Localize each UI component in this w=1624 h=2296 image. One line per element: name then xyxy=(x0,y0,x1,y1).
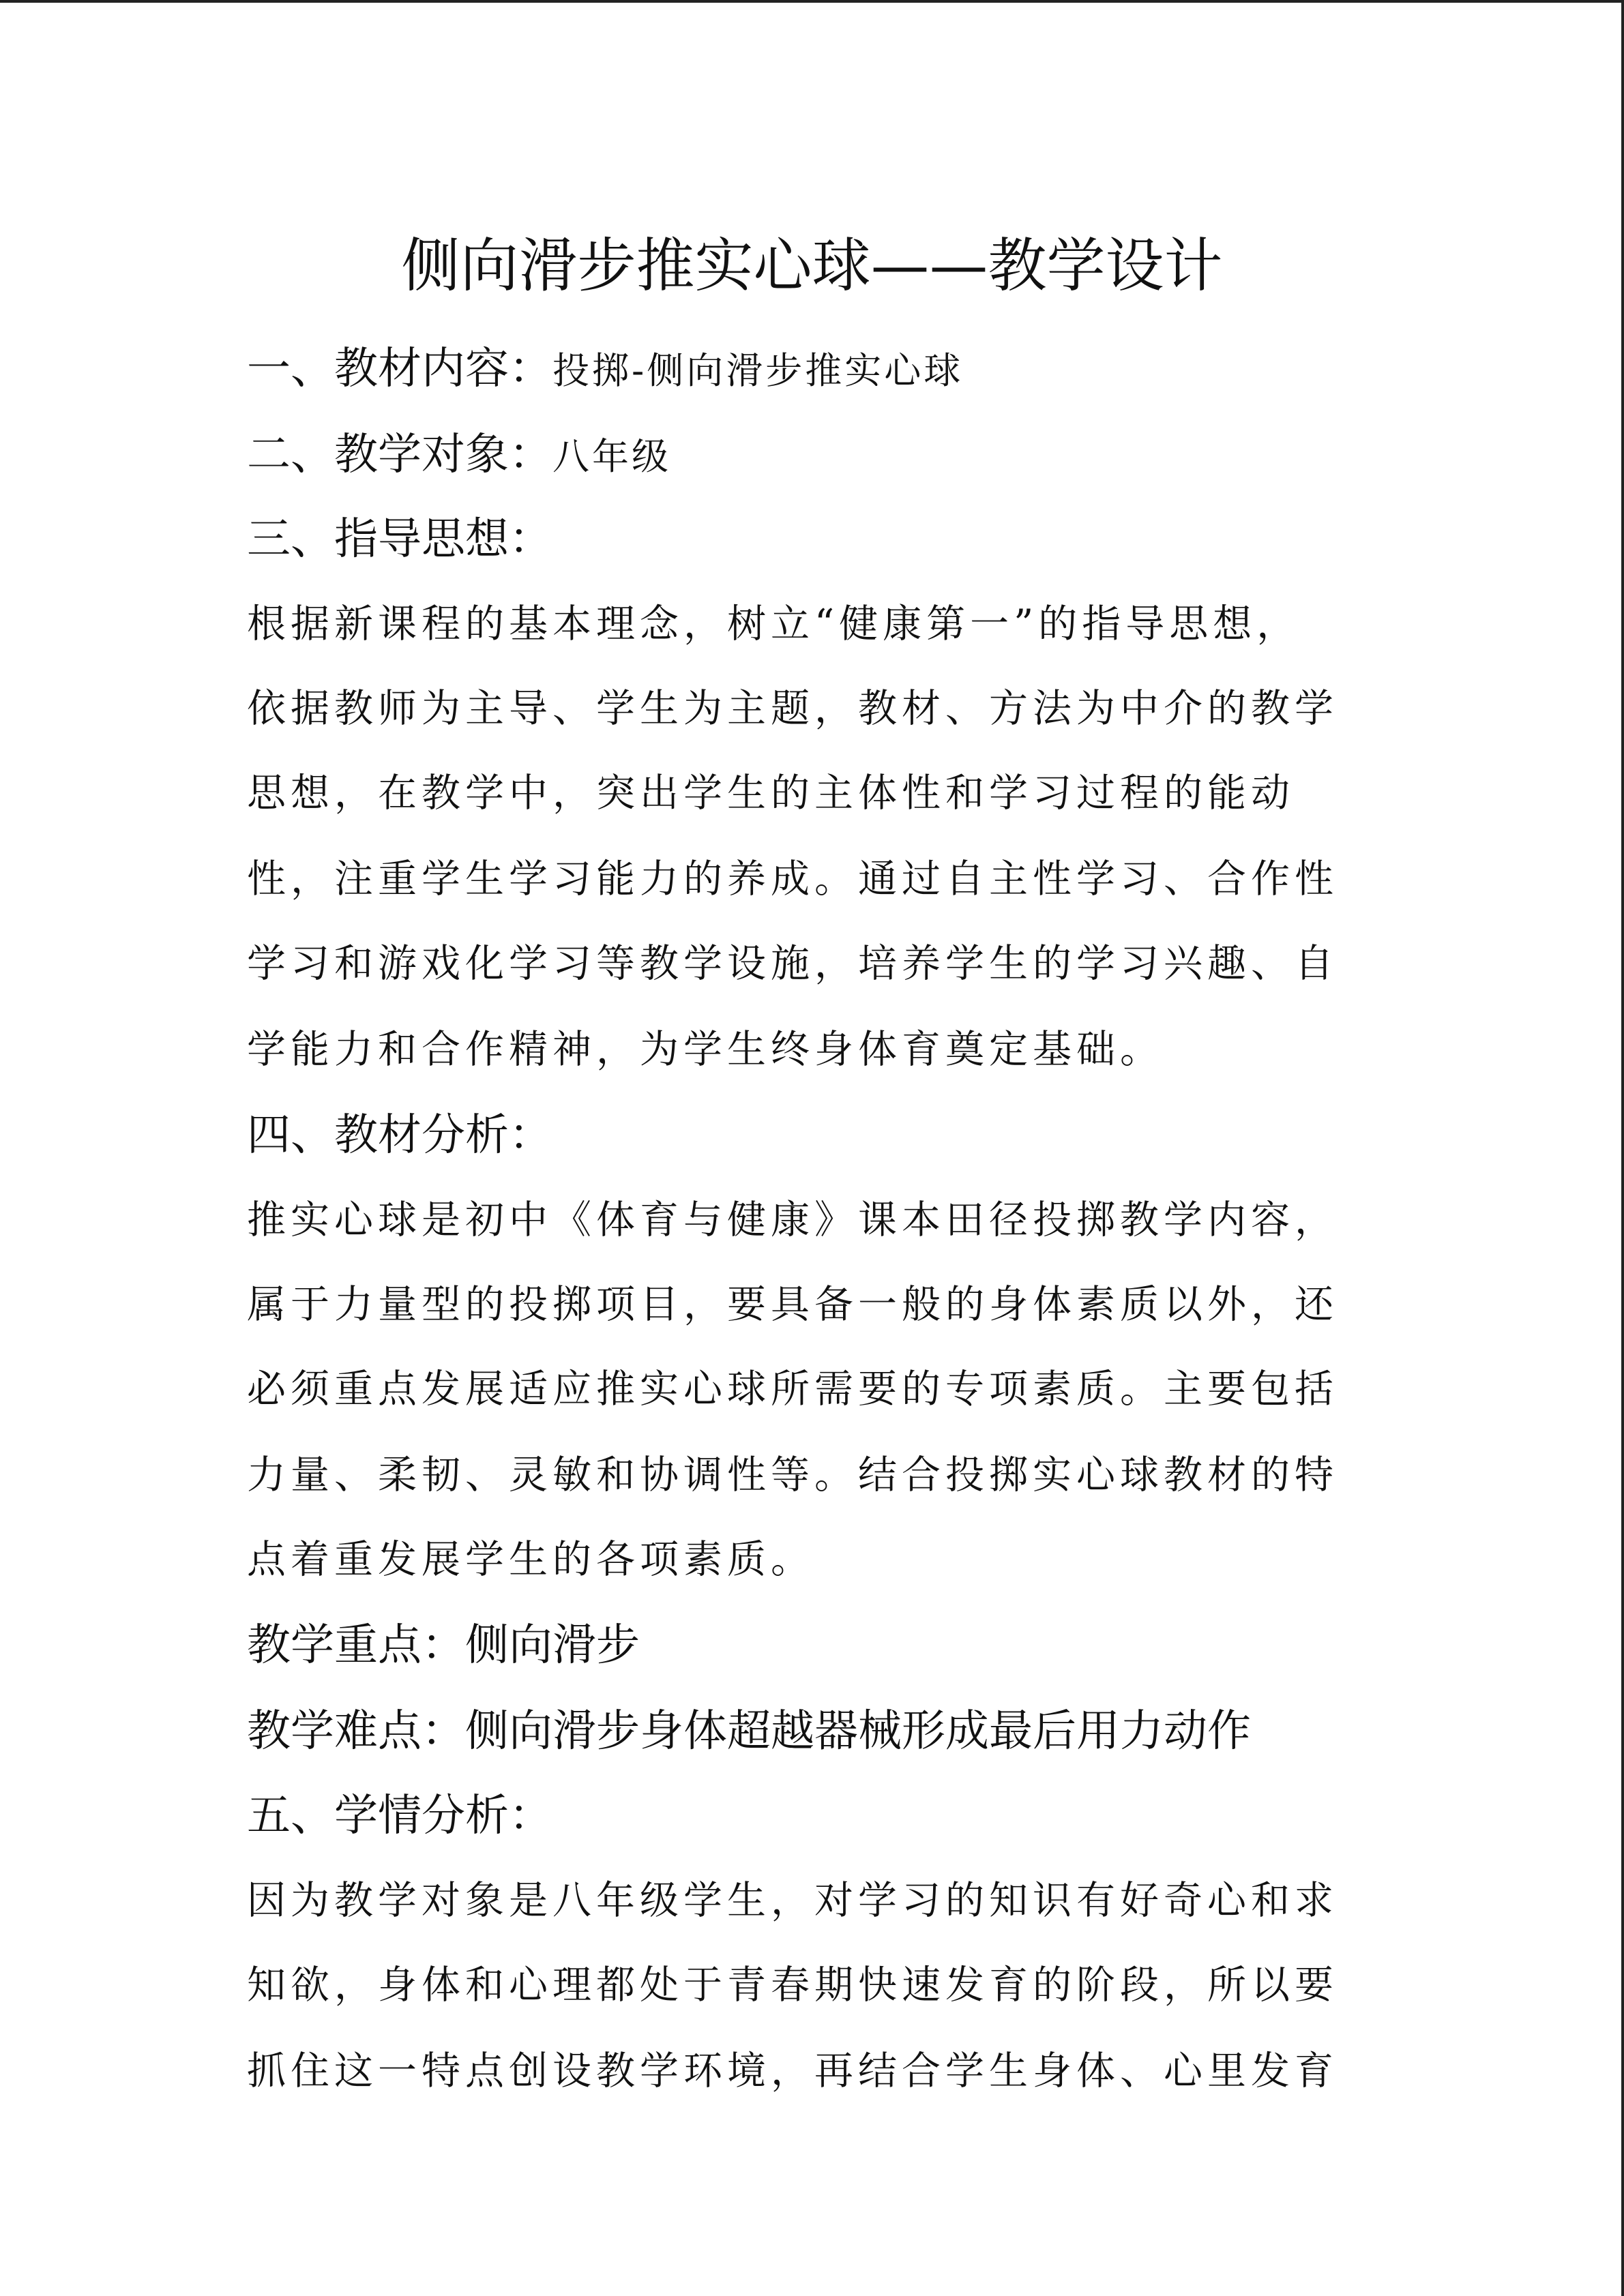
section-heading-learner-analysis: 五、学情分析： xyxy=(247,1791,552,1841)
section-heading-material-analysis: 四、教材分析： xyxy=(247,1110,552,1161)
paragraph-line: 依据教师为主导、学生为主题，教材、方法为中介的教学 xyxy=(247,686,1338,731)
paragraph-line: 思想，在教学中，突出学生的主体性和学习过程的能动 xyxy=(247,771,1295,816)
paragraph-line: 抓住这一特点创设教学环境，再结合学生身体、心里发育 xyxy=(247,2048,1338,2093)
section-value: 八年级 xyxy=(552,435,671,478)
paragraph-line: 属于力量型的投掷项目，要具备一般的身体素质以外，还 xyxy=(247,1282,1338,1327)
document-title: 侧向滑步推实心球——教学设计 xyxy=(401,232,1223,300)
teaching-key-point: 教学重点：侧向滑步 xyxy=(247,1620,640,1671)
paragraph-line: 根据新课程的基本理念，树立“健康第一”的指导思想， xyxy=(247,601,1301,646)
page-border-right xyxy=(1621,0,1624,2296)
section-value: 投掷-侧向滑步推实心球 xyxy=(552,349,964,392)
paragraph-line: 学习和游戏化学习等教学设施，培养学生的学习兴趣、自 xyxy=(247,941,1338,986)
paragraph-line: 因为教学对象是八年级学生，对学习的知识有好奇心和求 xyxy=(247,1878,1338,1923)
paragraph-line: 性，注重学生学习能力的养成。通过自主性学习、合作性 xyxy=(247,856,1338,901)
paragraph-line: 知欲，身体和心理都处于青春期快速发育的阶段，所以要 xyxy=(247,1963,1338,2008)
section-heading-content xyxy=(247,338,963,402)
teaching-difficulty: 教学难点：侧向滑步身体超越器械形成最后用力动作 xyxy=(247,1706,1251,1757)
paragraph-line: 点着重发展学生的各项素质。 xyxy=(247,1537,814,1582)
page-border-top xyxy=(0,0,1624,3)
section-label: 一、教材内容： xyxy=(247,344,552,394)
section-heading-guiding-idea: 三、指导思想： xyxy=(247,514,552,565)
paragraph-line: 力量、柔韧、灵敏和协调性等。结合投掷实心球教材的特 xyxy=(247,1452,1338,1497)
paragraph-line: 必须重点发展适应推实心球所需要的专项素质。主要包括 xyxy=(247,1367,1338,1412)
paragraph-line: 学能力和合作精神，为学生终身体育奠定基础。 xyxy=(247,1027,1164,1072)
paragraph-line: 推实心球是初中《体育与健康》课本田径投掷教学内容， xyxy=(247,1197,1338,1242)
section-label: 二、教学对象： xyxy=(247,430,552,480)
section-heading-audience xyxy=(247,424,671,488)
